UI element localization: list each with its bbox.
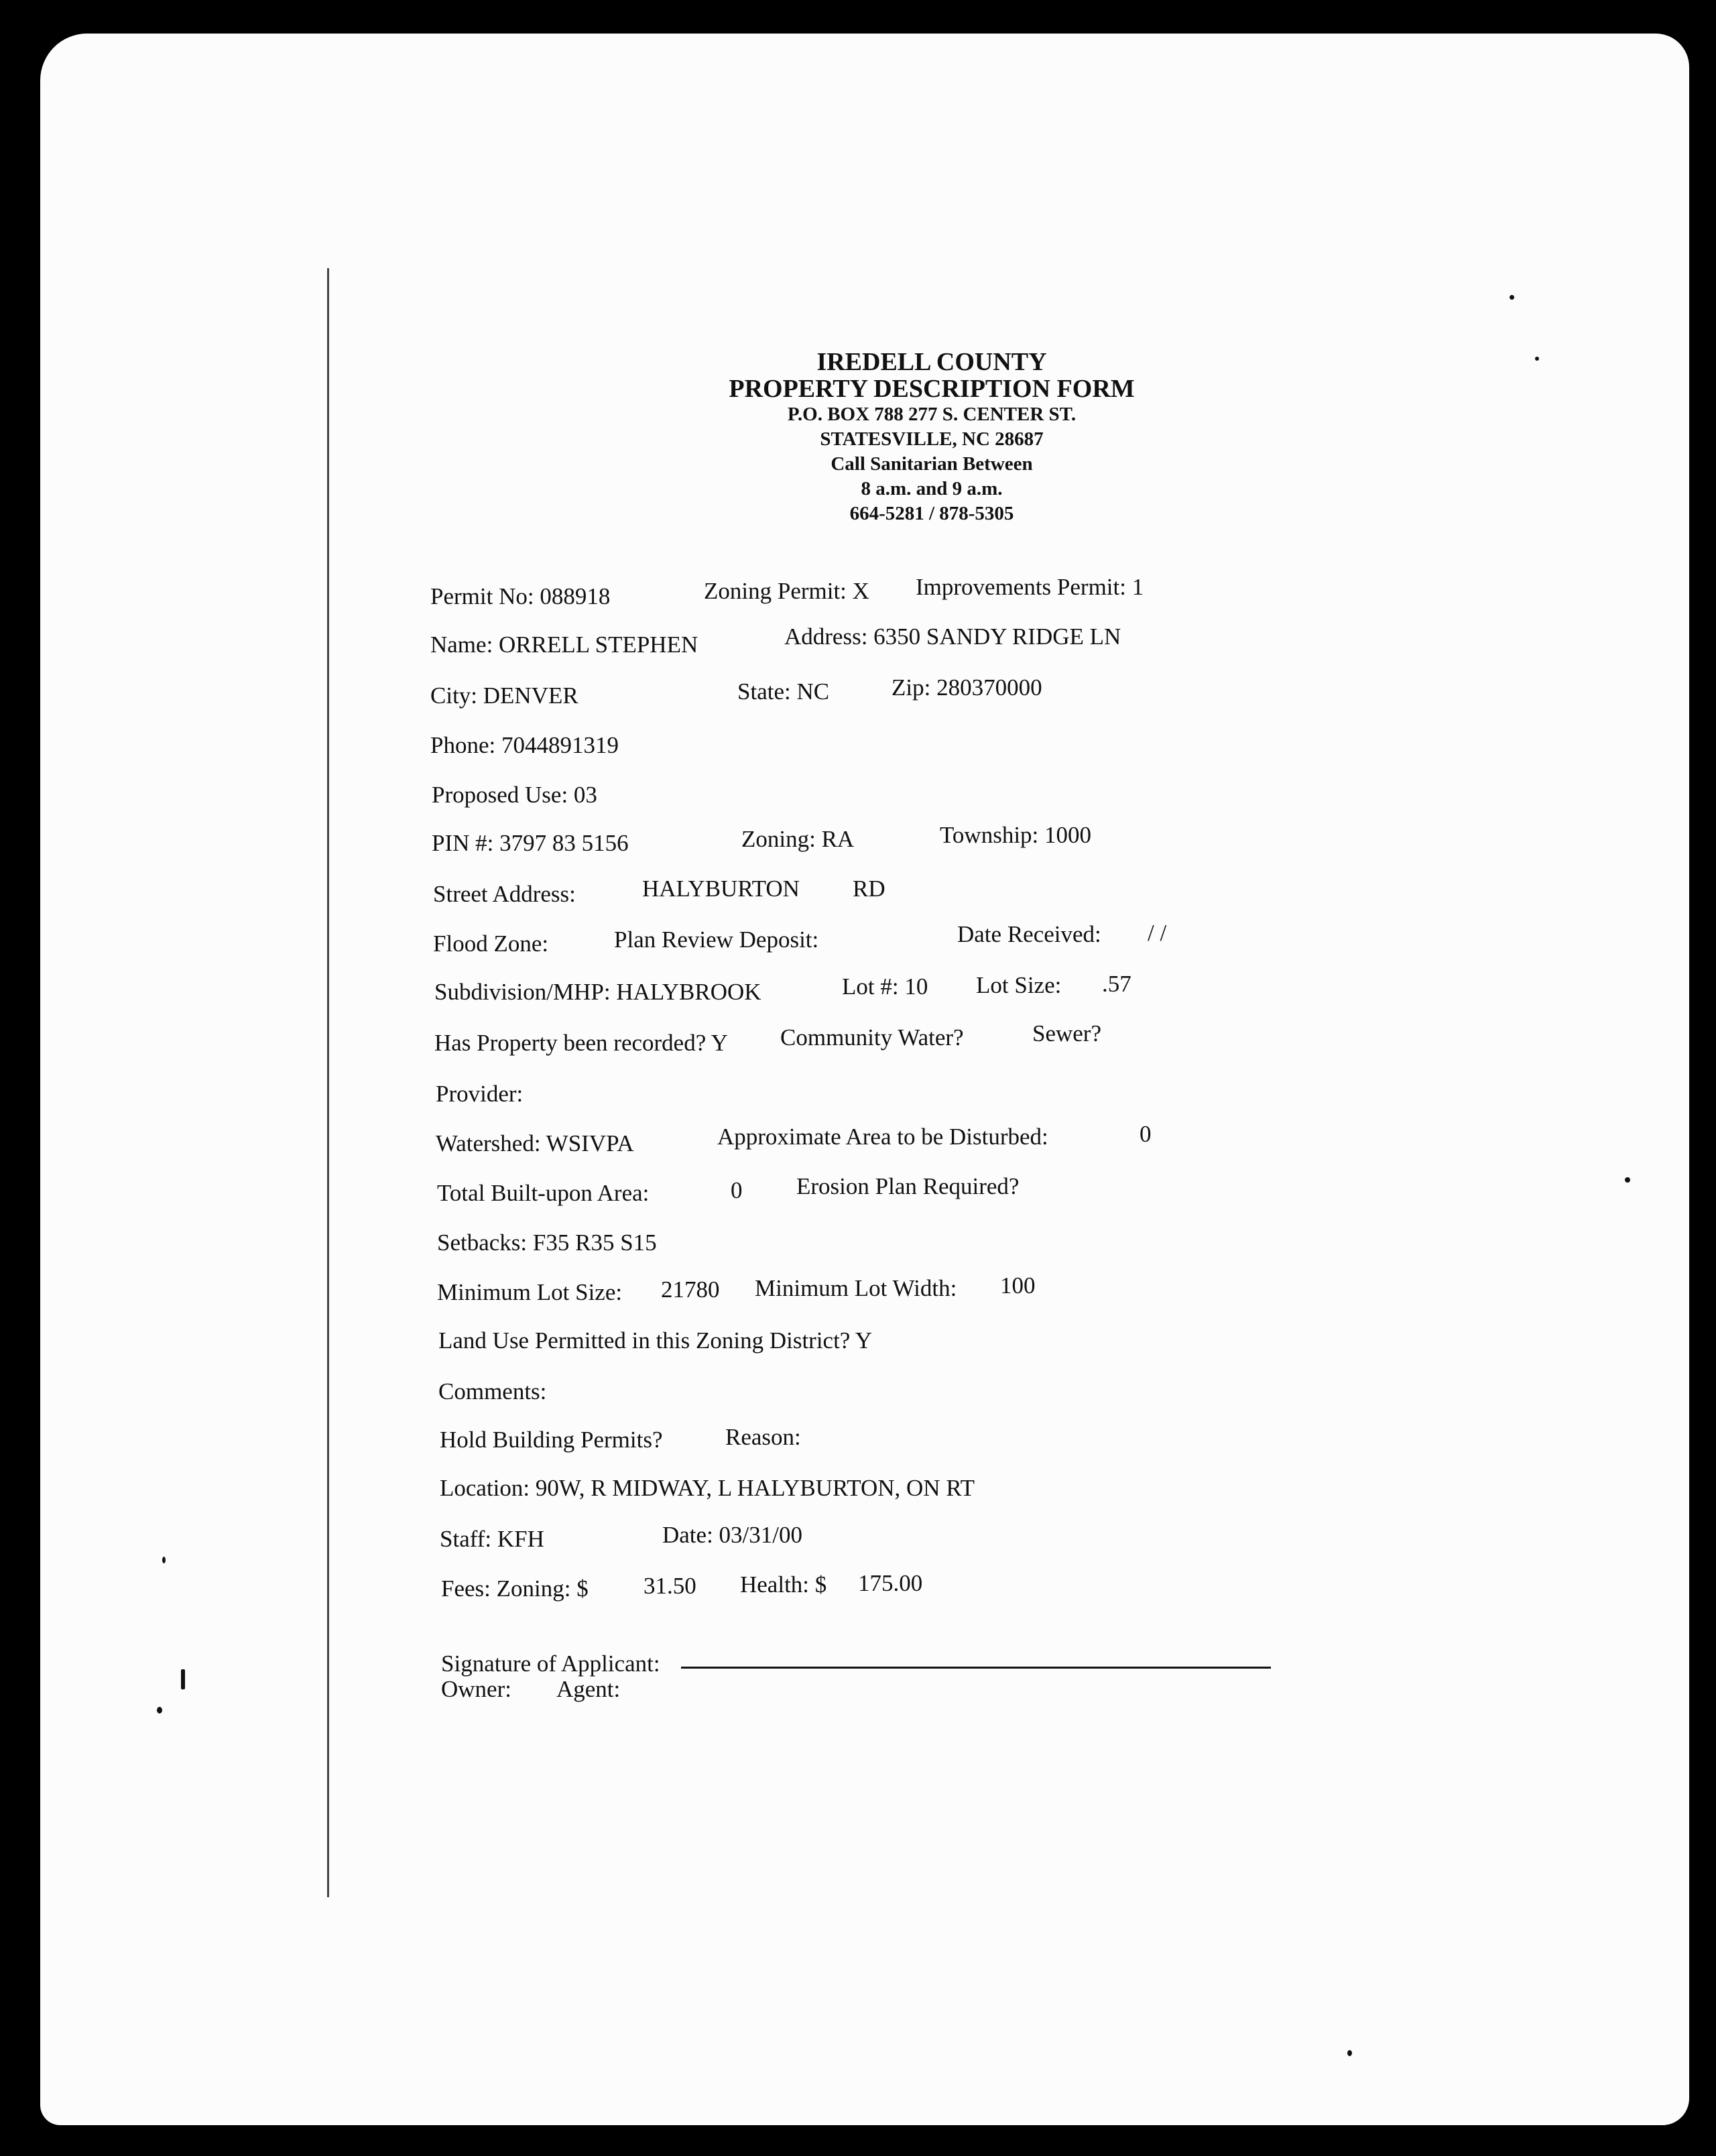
built-upon-value: 0 (731, 1177, 743, 1203)
land-use-permitted: Land Use Permitted in this Zoning District? Y (438, 1327, 873, 1354)
hold-building-permits: Hold Building Permits? (440, 1427, 663, 1453)
lot-number: Lot #: 10 (842, 973, 928, 1000)
area-disturbed-label: Approximate Area to be Disturbed: (717, 1124, 1048, 1150)
zoning: Zoning: RA (741, 826, 855, 852)
subdivision: Subdivision/MHP: HALYBROOK (434, 979, 761, 1005)
flood-zone: Flood Zone: (433, 931, 549, 957)
comments: Comments: (438, 1378, 547, 1404)
office-city: STATESVILLE, NC 28687 (820, 428, 1044, 450)
applicant-city: City: DENVER (430, 682, 578, 709)
area-disturbed-value: 0 (1140, 1121, 1152, 1147)
community-water: Community Water? (780, 1024, 964, 1051)
date: Date: 03/31/00 (662, 1522, 802, 1548)
fees-health-label: Health: $ (740, 1571, 827, 1598)
applicant-state: State: NC (737, 678, 830, 705)
reason: Reason: (725, 1424, 801, 1450)
staff: Staff: KFH (440, 1526, 544, 1552)
street-name: HALYBURTON (642, 876, 800, 902)
left-margin-rule (327, 268, 329, 1897)
date-received-label: Date Received: (957, 921, 1101, 947)
county-title: IREDELL COUNTY (816, 348, 1047, 376)
call-hours: 8 a.m. and 9 a.m. (861, 478, 1003, 499)
applicant-name: Name: ORRELL STEPHEN (430, 632, 698, 658)
form-header (697, 349, 1166, 526)
scan-speck (1347, 2050, 1352, 2056)
owner: Owner: (441, 1676, 511, 1702)
signature-label: Signature of Applicant: (441, 1651, 660, 1677)
applicant-address: Address: 6350 SANDY RIDGE LN (784, 623, 1121, 650)
township: Township: 1000 (940, 822, 1092, 848)
scan-speck (157, 1707, 162, 1714)
erosion-plan: Erosion Plan Required? (796, 1173, 1020, 1199)
street-address-label: Street Address: (433, 881, 576, 907)
scan-speck (181, 1669, 185, 1689)
permit-no: Permit No: 088918 (430, 583, 611, 609)
agent: Agent: (556, 1676, 621, 1702)
applicant-zip: Zip: 280370000 (892, 674, 1042, 701)
provider: Provider: (436, 1081, 524, 1107)
scan-speck (162, 1557, 166, 1563)
form-title: PROPERTY DESCRIPTION FORM (729, 375, 1135, 403)
min-lot-size-label: Minimum Lot Size: (437, 1279, 623, 1305)
property-recorded: Has Property been recorded? Y (434, 1030, 728, 1056)
call-instructions: Call Sanitarian Between (831, 453, 1033, 475)
plan-review-deposit: Plan Review Deposit: (614, 926, 819, 953)
applicant-phone: Phone: 7044891319 (430, 732, 619, 758)
date-received-value: / / (1148, 920, 1167, 946)
built-upon-label: Total Built-upon Area: (437, 1180, 650, 1206)
improvements-permit: Improvements Permit: 1 (916, 574, 1144, 600)
watershed: Watershed: WSIVPA (436, 1130, 634, 1156)
office-address: P.O. BOX 788 277 S. CENTER ST. (787, 404, 1077, 425)
pin-number: PIN #: 3797 83 5156 (432, 830, 629, 856)
proposed-use: Proposed Use: 03 (432, 782, 597, 808)
min-lot-width-label: Minimum Lot Width: (755, 1275, 957, 1301)
fees-zoning-value: 31.50 (644, 1573, 696, 1599)
form-page (40, 34, 1689, 2125)
sewer: Sewer? (1032, 1020, 1102, 1046)
signature-line (681, 1667, 1271, 1669)
street-suffix: RD (853, 876, 885, 902)
scan-speck (1625, 1177, 1630, 1183)
scan-speck (1535, 357, 1539, 361)
fees-health-value: 175.00 (858, 1570, 923, 1596)
setbacks: Setbacks: F35 R35 S15 (437, 1230, 657, 1256)
lot-size-label: Lot Size: (976, 972, 1062, 998)
lot-size-value: .57 (1102, 971, 1131, 997)
zoning-permit: Zoning Permit: X (704, 578, 869, 604)
min-lot-size-value: 21780 (661, 1276, 720, 1303)
fees-zoning-label: Fees: Zoning: $ (441, 1575, 589, 1602)
office-phones: 664-5281 / 878-5305 (849, 503, 1014, 524)
location: Location: 90W, R MIDWAY, L HALYBURTON, ON RT (440, 1475, 975, 1501)
min-lot-width-value: 100 (1000, 1272, 1036, 1299)
scan-speck (1510, 295, 1514, 300)
